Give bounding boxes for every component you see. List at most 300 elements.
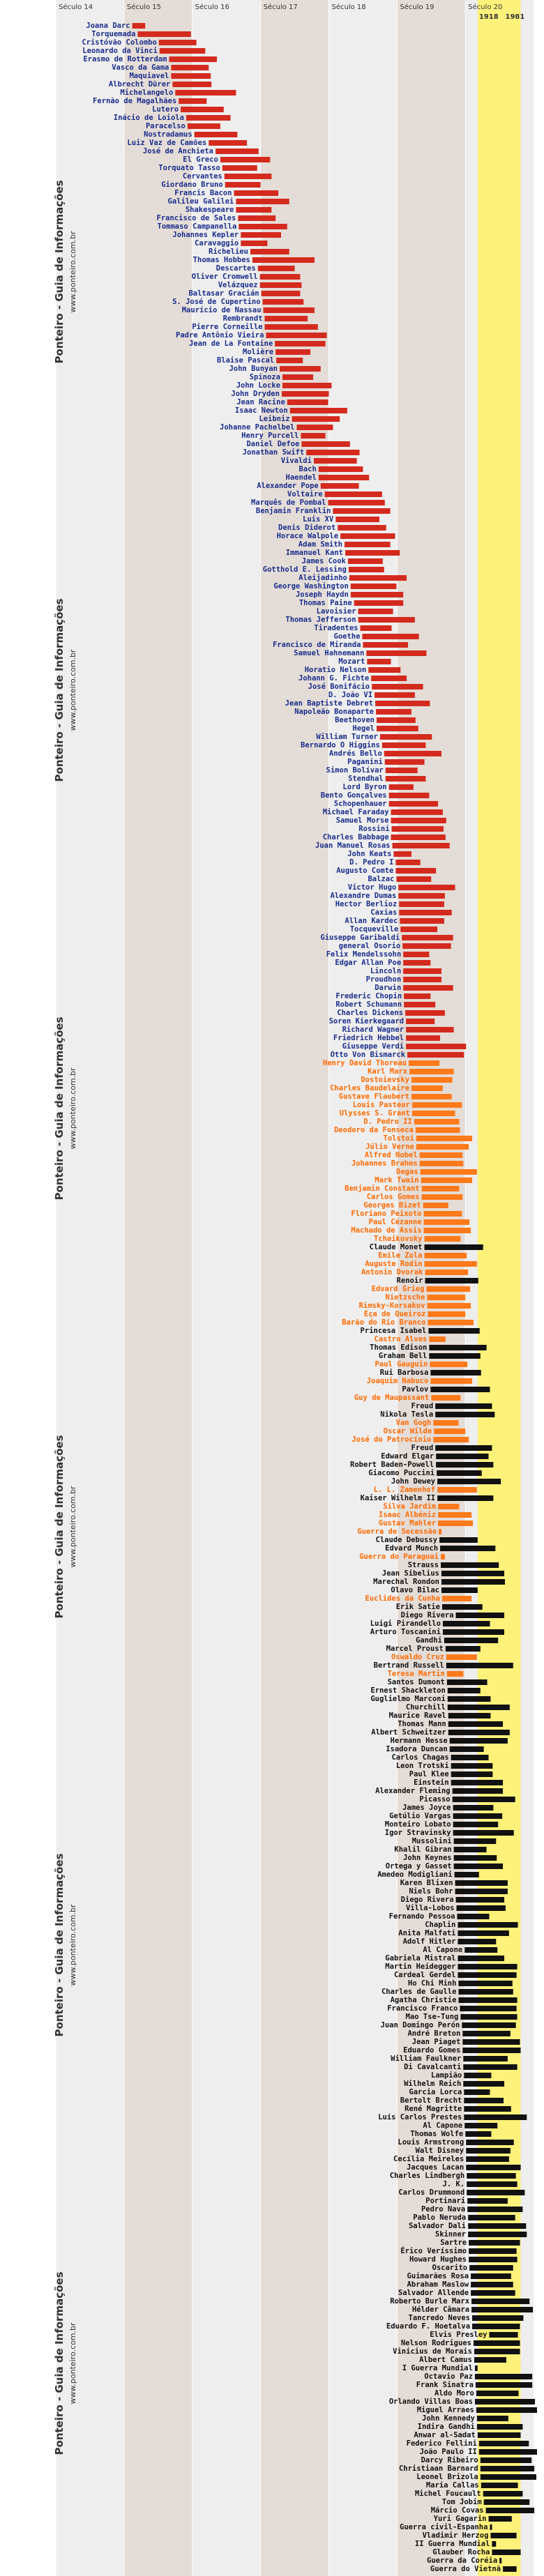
lifespan-bar	[181, 107, 224, 112]
person-name: Guerra do Vietnã	[430, 2565, 501, 2573]
lifespan-bar	[456, 1897, 504, 1903]
person-name: S. José de Cupertino	[172, 298, 261, 306]
lifespan-bar	[290, 408, 347, 413]
person-name: Getúlio Vargas	[389, 1812, 451, 1820]
person-name: Inácio de Loiola	[113, 114, 184, 122]
person-name: Giacomo Puccini	[368, 1469, 435, 1477]
lifespan-bar	[476, 2391, 519, 2396]
lifespan-bar	[280, 366, 321, 372]
person-name: Jacques Lacan	[407, 2163, 464, 2172]
lifespan-bar	[402, 943, 451, 949]
lifespan-bar	[451, 1771, 493, 1777]
person-name: Tolstoi	[383, 1134, 414, 1143]
lifespan-bar	[407, 1052, 464, 1058]
lifespan-bar	[454, 1847, 487, 1852]
person-name: Roberto Burle Marx	[390, 2297, 470, 2306]
century-label: Século 15	[126, 3, 162, 11]
person-name: Bernardo O Higgins	[301, 741, 380, 749]
side-url: www.ponteiro.com.br	[68, 2322, 77, 2404]
person-name: Paracelso	[145, 122, 186, 130]
person-name: Torquemada	[91, 30, 136, 38]
person-name: Michelangelo	[120, 89, 174, 97]
person-name: Guerra do Paraguai	[359, 1553, 439, 1561]
person-name: Robert Schumann	[335, 1000, 402, 1009]
person-name: Hélder Câmara	[411, 2306, 470, 2314]
lifespan-bar	[438, 1512, 471, 1518]
lifespan-bar	[160, 48, 206, 54]
person-name: Freud	[411, 1444, 434, 1452]
lifespan-bar	[424, 1219, 470, 1225]
lifespan-bar	[481, 2474, 536, 2480]
lifespan-bar	[282, 374, 313, 380]
person-name: Joseph Haydn	[295, 590, 349, 599]
person-name: Horatio Nelson	[304, 666, 367, 674]
lifespan-bar	[436, 1454, 488, 1459]
person-name: Goethe	[333, 632, 361, 641]
person-name: Voltaire	[287, 490, 323, 498]
person-name: Balzac	[368, 875, 395, 883]
person-name: Francisco de Miranda	[272, 641, 361, 649]
person-name: Skinner	[435, 2230, 467, 2239]
lifespan-bar	[450, 1746, 484, 1752]
person-name: Silva Jardim	[383, 1502, 437, 1511]
lifespan-bar	[236, 199, 289, 204]
person-name: William Faulkner	[391, 2055, 462, 2063]
person-name: Carlos Gomes	[366, 1193, 420, 1201]
lifespan-bar	[429, 1353, 480, 1359]
person-name: Bach	[299, 465, 317, 473]
lifespan-bar	[403, 960, 430, 966]
year-marker-label: 1981	[505, 13, 525, 21]
lifespan-bar	[478, 2432, 521, 2438]
lifespan-bar	[455, 1872, 479, 1877]
person-name: Allan Kardec	[345, 917, 398, 925]
lifespan-bar	[159, 40, 197, 45]
person-name: Igor Stravinsky	[384, 1829, 451, 1837]
person-name: Vasco da Gama	[112, 63, 169, 72]
lifespan-bar	[490, 2533, 516, 2538]
person-name: Soren Kierkegaard	[328, 1017, 405, 1026]
lifespan-bar	[462, 2039, 520, 2045]
person-name: Luiz Vaz de Camões	[127, 139, 207, 147]
lifespan-bar	[393, 843, 450, 848]
lifespan-bar	[371, 676, 407, 681]
lifespan-bar	[489, 2332, 517, 2338]
person-name: Jean de La Fontaine	[189, 340, 273, 348]
person-name: Rimsky-Korsakov	[358, 1302, 425, 1310]
person-name: Aleijadinho	[299, 574, 347, 582]
lifespan-bar	[499, 2558, 501, 2563]
person-name: Luigi Pirandello	[370, 1619, 441, 1628]
lifespan-bar	[490, 2524, 492, 2530]
lifespan-bar	[422, 1194, 463, 1200]
person-name: Ho Chi Minh	[407, 1979, 457, 1988]
lifespan-bar	[437, 1487, 477, 1493]
lifespan-bar	[428, 1320, 474, 1325]
person-name: Oswaldo Cruz	[391, 1653, 444, 1661]
lifespan-bar	[475, 2374, 532, 2379]
person-name: Gabriela Mistral	[385, 1954, 456, 1963]
lifespan-bar	[264, 324, 317, 330]
person-name: Orlando Villas Boas	[388, 2398, 473, 2406]
lifespan-bar	[448, 1705, 510, 1710]
lifespan-bar	[380, 734, 432, 740]
person-name: Bertolt Brecht	[400, 2096, 462, 2105]
person-name: Frederic Chopin	[335, 992, 402, 1000]
lifespan-bar	[328, 500, 385, 505]
person-name: Rembrandt	[222, 314, 263, 323]
person-name: Agatha Christie	[390, 1996, 457, 2004]
person-name: John Dewey	[391, 1477, 436, 1486]
person-name: Edvard Munch	[385, 1544, 439, 1553]
century-label: Século 18	[331, 3, 366, 11]
lifespan-bar	[349, 575, 407, 581]
lifespan-bar	[412, 1111, 455, 1116]
person-name: Shakespeare	[185, 206, 234, 214]
person-name: Marcel Proust	[386, 1645, 444, 1653]
person-name: Claude Monet	[369, 1243, 423, 1251]
lifespan-bar	[446, 1654, 477, 1660]
person-name: Henry David Thoreau	[322, 1059, 407, 1067]
side-title: Ponteiro - Guia de Informações	[53, 598, 66, 782]
lifespan-bar	[301, 433, 325, 439]
lifespan-bar	[448, 1713, 491, 1718]
person-name: Lincoln	[370, 967, 402, 975]
person-name: Beethoven	[335, 716, 375, 724]
person-name: Degas	[396, 1168, 418, 1176]
person-name: Guglielmo Marconi	[370, 1695, 446, 1703]
century-label: Século 16	[195, 3, 229, 11]
person-name: Alexander Pope	[257, 482, 319, 490]
lifespan-bar	[483, 2491, 523, 2497]
person-name: Juan Domingo Perón	[380, 2021, 460, 2029]
person-name: Torquato Tasso	[158, 164, 220, 172]
person-name: Francisco de Sales	[156, 214, 236, 222]
lifespan-bar	[351, 584, 397, 589]
person-name: Michel Foucault	[414, 2490, 481, 2498]
side-title: Ponteiro - Guia de Informações	[53, 2271, 66, 2455]
lifespan-bar	[338, 525, 386, 531]
person-name: Oscar Wilde	[383, 1427, 432, 1435]
person-name: Daniel Defoe	[246, 440, 300, 448]
lifespan-bar	[385, 759, 425, 765]
lifespan-bar	[437, 1479, 501, 1484]
lifespan-bar	[260, 274, 301, 280]
lifespan-bar	[469, 2248, 517, 2254]
lifespan-bar	[472, 2315, 523, 2321]
lifespan-bar	[447, 1679, 488, 1685]
lifespan-bar	[412, 1102, 462, 1108]
person-name: Oscarito	[432, 2264, 468, 2272]
person-name: L. L. Zamenhof	[373, 1486, 436, 1494]
person-name: Giuseppe Verdi	[342, 1042, 405, 1051]
person-name: Simon Bolívar	[326, 766, 384, 775]
lifespan-bar	[441, 1554, 445, 1560]
lifespan-bar	[188, 123, 220, 129]
person-name: Richard Wagner	[342, 1026, 405, 1034]
person-name: Louis Pasteur	[352, 1101, 410, 1109]
lifespan-bar	[421, 1178, 472, 1183]
lifespan-bar	[282, 391, 329, 397]
lifespan-bar	[463, 2081, 504, 2087]
lifespan-bar	[241, 232, 281, 238]
lifespan-bar	[443, 1621, 490, 1626]
lifespan-bar	[368, 667, 400, 673]
lifespan-bar	[464, 2089, 490, 2095]
lifespan-bar	[458, 1922, 517, 1928]
lifespan-bar	[137, 31, 190, 37]
lifespan-bar	[450, 1738, 508, 1744]
person-name: Albert Schweitzer	[371, 1728, 446, 1737]
lifespan-bar	[464, 2114, 527, 2120]
century-band	[56, 0, 124, 2576]
person-name: J. K.	[442, 2180, 465, 2188]
person-name: Richelieu	[209, 247, 248, 256]
lifespan-bar	[361, 625, 392, 631]
lifespan-bar	[420, 1161, 464, 1166]
lifespan-bar	[469, 2257, 517, 2262]
lifespan-bar	[458, 1939, 496, 1944]
person-name: Leonardo da Vinci	[82, 47, 158, 55]
lifespan-bar	[471, 2307, 533, 2312]
person-name: Eça de Queiroz	[363, 1310, 426, 1318]
lifespan-bar	[436, 1462, 493, 1468]
lifespan-bar	[474, 2357, 506, 2363]
person-name: Howard Hughes	[409, 2255, 467, 2264]
person-name: Alfred Nobel	[364, 1151, 418, 1159]
person-name: Rui Barbosa	[379, 1369, 429, 1377]
lifespan-bar	[492, 2541, 496, 2547]
lifespan-bar	[468, 2223, 526, 2229]
person-name: Joaquim Nabuco	[366, 1377, 429, 1385]
lifespan-bar	[453, 1830, 514, 1836]
person-name: Nelson Rodrigues	[400, 2339, 471, 2347]
lifespan-bar	[503, 2566, 517, 2572]
lifespan-bar	[409, 1060, 439, 1066]
lifespan-bar	[455, 1889, 508, 1894]
person-name: Villa-Lobos	[405, 1904, 455, 1912]
person-name: Darcy Ribeiro	[421, 2456, 478, 2464]
person-name: Júlio Verne	[365, 1143, 414, 1151]
lifespan-bar	[454, 1838, 497, 1844]
lifespan-bar	[438, 1504, 459, 1509]
person-name: Rossini	[358, 825, 390, 833]
person-name: Velázquez	[218, 281, 258, 289]
person-name: Floriano Peixoto	[351, 1210, 422, 1218]
lifespan-bar	[453, 1788, 503, 1794]
person-name: Edgar Allan Poe	[335, 959, 402, 967]
lifespan-bar	[448, 1688, 481, 1693]
person-name: Bento Gonçalves	[320, 791, 387, 800]
lifespan-bar	[486, 2508, 534, 2513]
person-name: Salvador Dali	[408, 2222, 467, 2230]
person-name: Felix Mendelssohn	[326, 950, 402, 959]
person-name: Benjamin Constant	[345, 1184, 420, 1193]
person-name: Wilhelm Reich	[404, 2080, 462, 2088]
person-name: Isaac Albéniz	[378, 1511, 437, 1519]
person-name: Monteiro Lobato	[384, 1820, 451, 1829]
person-name: Garcia Lorca	[409, 2088, 462, 2096]
person-name: Di Cavalcanti	[404, 2063, 462, 2071]
lifespan-bar	[446, 1646, 481, 1652]
lifespan-bar	[262, 291, 301, 296]
lifespan-bar	[345, 550, 400, 556]
person-name: Cardeal Gerdel	[393, 1971, 456, 1979]
lifespan-bar	[416, 1127, 460, 1133]
person-name: Charles Baudelaire	[330, 1084, 409, 1092]
person-name: Johanne Pachelbel	[220, 423, 295, 432]
century-label: Século 19	[400, 3, 435, 11]
person-name: Elvis Presley	[430, 2331, 488, 2339]
person-name: Padre Antônio Vieira	[176, 331, 264, 340]
lifespan-bar	[404, 993, 430, 999]
person-name: Lord Byron	[342, 783, 387, 791]
person-name: Diego Rivera	[400, 1611, 454, 1619]
lifespan-bar	[435, 1445, 492, 1451]
person-name: Pierre Corneille	[192, 323, 263, 331]
person-name: Gotthold E. Lessing	[262, 565, 347, 574]
person-name: Isaac Newton	[234, 406, 288, 415]
person-name: Friedrich Hebbel	[333, 1034, 405, 1042]
person-name: Thomas Paine	[299, 599, 352, 607]
lifespan-bar	[422, 1186, 460, 1191]
lifespan-bar	[474, 2349, 520, 2354]
person-name: John Keats	[347, 850, 392, 858]
lifespan-bar	[441, 1571, 504, 1576]
side-title: Ponteiro - Guia de Informações	[53, 180, 66, 364]
person-name: Erik Satie	[395, 1603, 440, 1611]
person-name: Galileu Galilei	[167, 197, 234, 206]
lifespan-bar	[266, 333, 326, 338]
person-name: Carlos Chagas	[391, 1753, 449, 1762]
person-name: Tiradentes	[314, 624, 358, 632]
person-name: Kaiser Wilhelm II	[360, 1494, 436, 1502]
person-name: Fernão de Magalhães	[93, 97, 177, 105]
lifespan-bar	[216, 148, 259, 154]
person-name: Marquês de Pombal	[251, 498, 326, 507]
lifespan-bar	[427, 1295, 465, 1300]
lifespan-bar	[474, 2340, 520, 2346]
lifespan-bar	[354, 600, 403, 606]
lifespan-bar	[429, 1345, 486, 1350]
lifespan-bar	[386, 768, 418, 773]
person-name: II Guerra Mundial	[414, 2540, 490, 2548]
person-name: René Magritte	[405, 2105, 462, 2113]
person-name: Federico Fellini	[406, 2439, 477, 2448]
lifespan-bar	[172, 82, 211, 87]
lifespan-bar	[437, 1495, 493, 1501]
lifespan-bar	[477, 2424, 523, 2430]
lifespan-bar	[428, 1311, 465, 1317]
person-name: Edvard Grieg	[371, 1285, 425, 1293]
person-name: Luís Carlos Prestes	[378, 2113, 462, 2121]
person-name: Van Gogh	[395, 1419, 432, 1427]
person-name: Thomas Hobbes	[192, 256, 250, 264]
side-url: www.ponteiro.com.br	[68, 649, 77, 731]
person-name: Samuel Morse	[335, 816, 389, 825]
lifespan-bar	[469, 2265, 513, 2271]
year-marker-label: 1918	[478, 13, 499, 21]
lifespan-bar	[195, 132, 238, 137]
person-name: Pavlov	[402, 1385, 429, 1394]
person-name: Giordano Bruno	[161, 181, 223, 189]
person-name: Charles de Gaulle	[381, 1988, 457, 1996]
person-name: Vinicius de Morais	[393, 2347, 472, 2356]
lifespan-bar	[489, 2516, 512, 2522]
lifespan-bar	[260, 282, 302, 288]
lifespan-bar	[441, 1579, 505, 1585]
person-name: Arturo Toscanini	[370, 1628, 441, 1636]
person-name: Stendhal	[348, 775, 384, 783]
person-name: Tom Jobim	[441, 2498, 482, 2506]
person-name: Benjamin Franklin	[255, 507, 331, 515]
person-name: Dostoievsky	[361, 1076, 409, 1084]
lifespan-bar	[467, 2198, 508, 2204]
lifespan-bar	[458, 1956, 504, 1961]
person-name: Alexander Fleming	[375, 1787, 451, 1795]
lifespan-bar	[421, 1169, 477, 1175]
person-name: Immanuel Kant	[285, 549, 343, 557]
lifespan-bar	[481, 2457, 531, 2463]
lifespan-bar	[306, 450, 359, 455]
side-url: www.ponteiro.com.br	[68, 1486, 77, 1568]
lifespan-bar	[392, 826, 444, 832]
lifespan-bar	[471, 2290, 515, 2296]
lifespan-bar	[403, 977, 441, 982]
lifespan-bar	[395, 868, 436, 874]
lifespan-bar	[425, 1253, 467, 1258]
highlight-band	[478, 0, 521, 2576]
lifespan-bar	[406, 1044, 466, 1049]
lifespan-bar	[416, 1136, 472, 1141]
lifespan-bar	[476, 2382, 532, 2388]
lifespan-bar	[375, 701, 430, 706]
person-name: Aldo Moro	[434, 2389, 474, 2398]
person-name: Baltasar Gracián	[188, 289, 259, 298]
person-name: Martin Heidegger	[385, 1963, 456, 1971]
person-name: Francisco Franco	[387, 2004, 458, 2013]
person-name: Christiaan Barnard	[398, 2464, 478, 2473]
lifespan-bar	[175, 90, 236, 96]
lifespan-bar	[399, 910, 451, 915]
person-name: João Paulo II	[419, 2448, 477, 2456]
person-name: Strauss	[407, 1561, 439, 1569]
century-label: Século 20	[468, 3, 503, 11]
lifespan-bar	[433, 1437, 469, 1442]
lifespan-bar	[358, 617, 415, 623]
lifespan-bar	[321, 483, 359, 489]
person-name: Victor Hugo	[347, 883, 397, 892]
lifespan-bar	[435, 1412, 494, 1417]
person-name: Thomas Wolfe	[410, 2130, 464, 2138]
side-title: Ponteiro - Guia de Informações	[53, 1853, 66, 2037]
lifespan-bar	[406, 1027, 454, 1032]
person-name: Georges Bizet	[363, 1201, 421, 1210]
century-label: Século 17	[263, 3, 298, 11]
lifespan-bar	[250, 249, 289, 254]
person-name: Gustav Mahler	[378, 1519, 437, 1527]
person-name: Olavo Bilac	[391, 1586, 439, 1594]
lifespan-bar	[434, 1428, 465, 1434]
lifespan-bar	[169, 56, 217, 62]
person-name: El Greco	[183, 155, 218, 164]
lifespan-bar	[391, 818, 446, 823]
lifespan-bar	[447, 1671, 463, 1677]
person-name: Albrecht Dürer	[108, 80, 171, 89]
lifespan-bar	[464, 1947, 497, 1953]
person-name: Tancredo Neves	[408, 2314, 471, 2322]
lifespan-bar	[428, 1328, 479, 1334]
